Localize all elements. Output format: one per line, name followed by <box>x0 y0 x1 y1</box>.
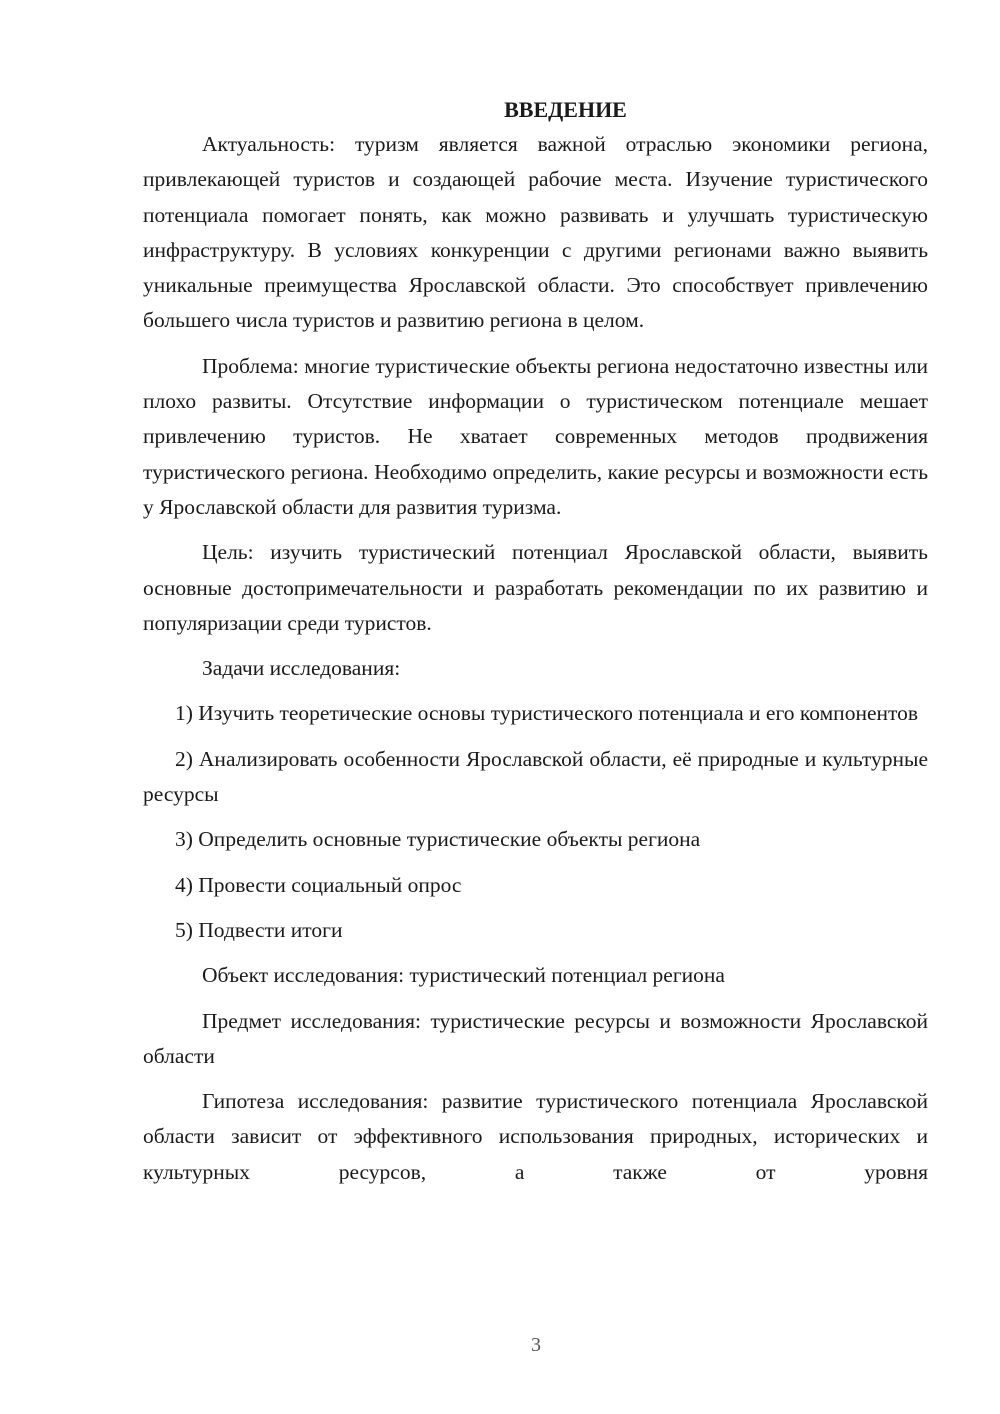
goal-paragraph: Цель: изучить туристический потенциал Ярославской области, выявить основные достопримечательности и разработать рекомендации по их развитию и популяризации среди туристов. <box>143 540 928 635</box>
task-item-5: 5) Подвести итоги <box>175 917 343 942</box>
task-item-2: 2) Анализировать особенности Ярославской области, её природные и культурные ресурсы <box>143 746 928 807</box>
problem-paragraph: Проблема: многие туристические объекты региона недостаточно известны или плохо развиты. Отсутствие информации о туристическом потенциале мешает привлечению туристов. Не хватает современных методов продвижения туристического региона. Необходимо определить, какие ресурсы и возможности есть у Ярославской области для развития туризма. <box>143 353 928 519</box>
page-number: 3 <box>531 1334 541 1356</box>
relevance-paragraph: Актуальность: туризм является важной отраслью экономики региона, привлекающей туристов и создающей рабочие места. Изучение туристического потенциала помогает понять, как можно развивать и улучшать туристическую инфраструктуру. В условиях конкуренции с другими регионами важно выявить уникальные преимущества Ярославской области. Это способствует привлечению большего числа туристов и развитию региона в целом. <box>143 132 928 333</box>
object-paragraph: Объект исследования: туристический потенциал региона <box>202 963 725 988</box>
subject-paragraph: Предмет исследования: туристические ресурсы и возможности Ярославской области <box>143 1008 928 1068</box>
page-title: ВВЕДЕНИЕ <box>504 97 627 122</box>
tasks-heading: Задачи исследования: <box>202 656 401 681</box>
task-item-4: 4) Провести социальный опрос <box>175 872 462 897</box>
task-item-3: 3) Определить основные туристические объекты региона <box>175 827 701 852</box>
hypothesis-paragraph: Гипотеза исследования: развитие туристического потенциала Ярославской области зависит от эффективного использования природных, исторических и культурных ресурсов, а также от уровня <box>143 1089 928 1184</box>
document-page <box>143 92 928 1190</box>
task-item-1: 1) Изучить теоретические основы туристического потенциала и его компонентов <box>175 701 919 726</box>
